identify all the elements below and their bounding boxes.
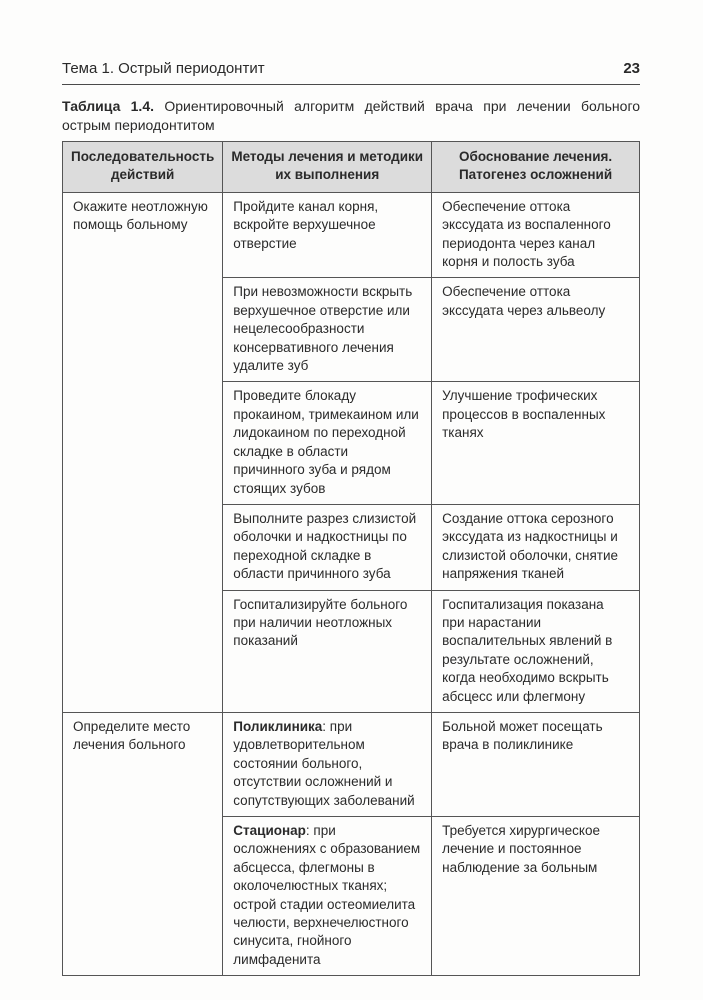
column-header-methods: Методы лечения и методики их выполнения [223, 142, 432, 193]
column-header-steps: Последовательность действий [63, 142, 223, 193]
page-number: 23 [623, 60, 640, 77]
rationale-cell: Улучшение трофических процессов в воспаленных тканях [432, 382, 640, 504]
table-row [63, 712, 640, 816]
method-keyword: Стационар [233, 823, 306, 838]
rationale-cell: Госпитализация показана при нарастании воспалительных явлений в результате осложнений, когда необходимо вскрыть абсцесс или флегмону [432, 590, 640, 712]
rationale-cell: Обеспечение оттока экссудата через альвеолу [432, 278, 640, 382]
method-cell: Пройдите канал корня, вскройте верхушечное отверстие [223, 192, 432, 278]
table-caption-label: Таблица 1.4. [62, 98, 155, 114]
table-header-row [63, 142, 640, 193]
rationale-cell: Создание оттока серозного экссудата из надкостницы и слизистой оболочки, снятие напряжения тканей [432, 504, 640, 590]
method-cell: Госпитализируйте больного при наличии неотложных показаний [223, 590, 432, 712]
method-cell [223, 817, 432, 976]
step-cell: Определите место лечения больного [63, 712, 223, 975]
method-cell: При невозможности вскрыть верхушечное отверстие или нецелесообразности консервативного лечения удалите зуб [223, 278, 432, 382]
method-keyword: Поликлиника [233, 718, 323, 734]
rationale-cell: Требуется хирургическое лечение и постоянное наблюдение за больным [432, 817, 640, 976]
header-divider [62, 84, 640, 85]
running-header [62, 60, 640, 77]
step-cell: Окажите неотложную помощь больному [63, 192, 223, 712]
column-header-rationale: Обоснование лечения. Патогенез осложнений [432, 142, 640, 193]
table-caption-text: Ориентировочный алгоритм действий врача при лечении больного острым периодонтитом [62, 98, 641, 133]
method-cell [223, 712, 432, 816]
section-title: Тема 1. Острый периодонтит [62, 60, 265, 77]
method-cell: Проведите блокаду прокаином, тримекаином или лидокаином по переходной складке в области причинного зуба и рядом стоящих зубов [223, 382, 432, 504]
method-text: : при удовлетворительном состоянии больного, отсутствии осложнений и сопутствующих заболеваний [233, 718, 415, 808]
table-caption [62, 97, 640, 135]
rationale-cell: Обеспечение оттока экссудата из воспаленного периодонта через канал корня и полость зуба [432, 192, 640, 278]
method-cell: Выполните разрез слизистой оболочки и надкостницы по переходной складке в области причинного зуба [223, 504, 432, 590]
rationale-cell: Больной может посещать врача в поликлинике [432, 712, 640, 816]
table-row [63, 192, 640, 278]
method-text: : при осложнениях с образованием абсцесса, флегмоны в околочелюстных тканях; острой стадии остеомиелита челюсти, верхнечелюстного синусита, гнойного лимфаденита [233, 823, 421, 967]
treatment-algorithm-table [62, 141, 640, 976]
